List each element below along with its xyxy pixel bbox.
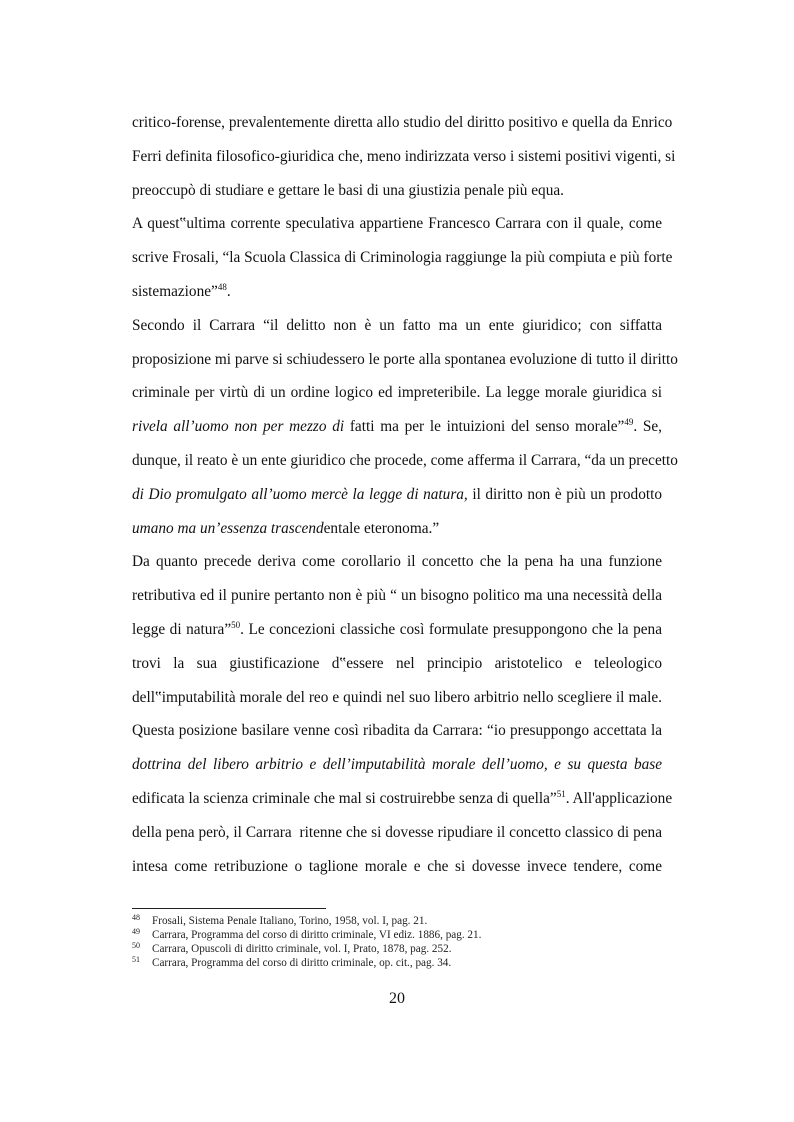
footnote-number: 50	[132, 941, 140, 950]
body-line	[132, 782, 673, 816]
text-segment: . Se,	[633, 418, 662, 436]
text-segment: Da quanto precede deriva come corollario il concetto che la pena ha una funzione	[132, 553, 662, 571]
text-segment: fatti ma per le intuizioni del senso morale”	[344, 418, 625, 436]
footnote-reference: 51	[556, 788, 566, 799]
body-line	[132, 850, 662, 884]
body-line	[132, 579, 662, 613]
body-line	[132, 478, 662, 512]
footnote-reference: 49	[624, 417, 634, 428]
body-line	[132, 748, 662, 782]
footnote-text: Carrara, Programma del corso di diritto criminale, op. cit., pag. 34.	[152, 957, 452, 969]
body-line	[132, 681, 662, 715]
body-line	[132, 410, 662, 444]
body-line	[132, 207, 662, 241]
body-line	[132, 512, 662, 546]
body-line	[132, 140, 676, 174]
footnote-text: Carrara, Opuscoli di diritto criminale, vol. I, Prato, 1878, pag. 252.	[152, 943, 452, 955]
footnotes	[132, 914, 662, 970]
text-segment: il diritto non è più un prodotto	[467, 485, 662, 503]
italic-text: dottrina del libero arbitrio e dell’imputabilità morale dell’uomo, e su questa base	[132, 756, 662, 774]
text-segment: dunque, il reato è un ente giuridico che procede, come afferma il Carrara, “da un precetto	[132, 451, 678, 469]
footnote-number: 48	[132, 913, 140, 922]
text-segment: criminale per virtù di un ordine logico ed impreteribile. La legge morale giuridica si	[132, 384, 662, 402]
text-segment: retributiva ed il punire pertanto non è più “ un bisogno politico ma una necessità della	[132, 587, 662, 605]
body-line	[132, 714, 662, 748]
footnote-text: Carrara, Programma del corso di diritto criminale, VI ediz. 1886, pag. 21.	[152, 929, 482, 941]
body-line	[132, 309, 662, 343]
text-segment: .	[226, 282, 231, 300]
footnote-number: 49	[132, 927, 140, 936]
footnote-reference: 48	[217, 281, 227, 292]
footnote-number: 51	[132, 955, 140, 964]
footnote-separator	[132, 908, 326, 909]
footnote-text: Frosali, Sistema Penale Italiano, Torino, 1958, vol. I, pag. 21.	[152, 915, 428, 927]
body-line	[132, 174, 662, 208]
body-line	[132, 816, 662, 850]
body-line	[132, 545, 662, 579]
body-line	[132, 376, 662, 410]
footnote-reference: 50	[231, 619, 241, 630]
footnote	[132, 928, 662, 942]
italic-text: di Dio promulgato all’uomo mercè la legge di natura,	[132, 485, 468, 503]
text-segment: Questa posizione basilare venne così ribadita da Carrara: “io presuppongo accettata la	[132, 722, 662, 740]
text-segment: Ferri definita filosofico-giuridica che, meno indirizzata verso i sistemi positivi vigenti, si	[132, 147, 676, 165]
footnote	[132, 914, 662, 928]
text-segment: A quest‟ultima corrente speculativa appartiene Francesco Carrara con il quale, come	[132, 215, 662, 233]
text-segment: entale eteronoma.”	[323, 519, 440, 537]
text-segment: . Le concezioni classiche così formulate presuppongono che la pena	[240, 620, 662, 638]
text-segment: trovi la sua giustificazione d‟essere nel principio aristotelico e teleologico	[132, 654, 662, 672]
footnote	[132, 956, 662, 970]
italic-text: rivela all’uomo non per mezzo di	[132, 418, 345, 436]
text-segment: intesa come retribuzione o taglione morale e che si dovesse invece tendere, come	[132, 857, 662, 875]
text-segment: dell‟imputabilità morale del reo e quindi nel suo libero arbitrio nello scegliere il male.	[132, 688, 662, 706]
text-segment: legge di natura”	[132, 620, 232, 638]
text-segment: sistemazione”	[132, 282, 218, 300]
text-segment: scrive Frosali, “la Scuola Classica di Criminologia raggiunge la più compiuta e più forte	[132, 249, 673, 267]
body-line	[132, 613, 662, 647]
italic-text: umano ma un’essenza trascend	[132, 519, 324, 537]
body-line	[132, 106, 673, 140]
text-segment: critico-forense, prevalentemente diretta allo studio del diritto positivo e quella da Enrico	[132, 114, 673, 131]
text-segment: edificata la scienza criminale che mal si costruirebbe senza di quella”	[132, 789, 557, 807]
footnote	[132, 942, 662, 956]
page-number: 20	[389, 990, 405, 1007]
text-segment: . All'applicazione	[565, 789, 673, 807]
text-segment: proposizione mi parve si schiudessero le porte alla spontanea evoluzione di tutto il diritto	[132, 350, 678, 368]
text-segment: della pena però, il Carrara ritenne che si dovesse ripudiare il concetto classico di pena	[132, 823, 662, 841]
body-line	[132, 343, 678, 377]
body-line	[132, 647, 662, 681]
body-line	[132, 241, 673, 275]
text-segment: preoccupò di studiare e gettare le basi di una giustizia penale più equa.	[132, 181, 564, 199]
body-line	[132, 275, 662, 309]
text-segment: Secondo il Carrara “il delitto non è un fatto ma un ente giuridico; con siffatta	[132, 316, 662, 334]
body-line	[132, 444, 678, 478]
body-text	[132, 106, 678, 883]
